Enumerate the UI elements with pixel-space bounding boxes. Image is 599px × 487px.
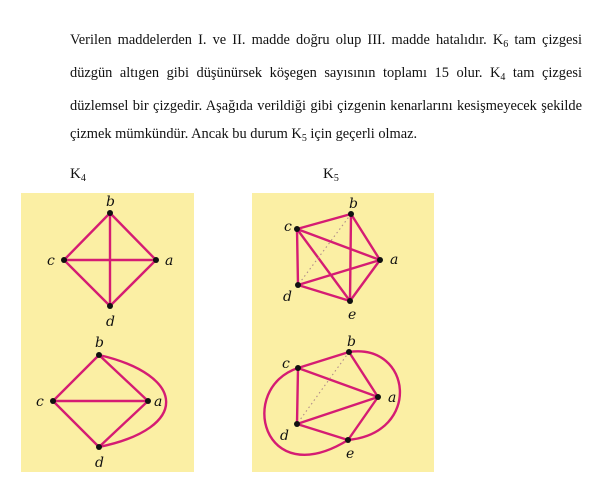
edge-d-a — [297, 397, 378, 424]
label-d: d — [283, 289, 292, 305]
edge-b-d-dotted — [298, 214, 351, 285]
k4-heading-letter: K — [70, 166, 81, 182]
k4-graph-panel — [21, 193, 194, 472]
label-a: a — [390, 252, 399, 268]
vertex-a — [375, 394, 381, 400]
k5-planar-attempt-drawing — [264, 334, 400, 462]
k4-subscript: 4 — [500, 72, 506, 83]
vertex-b — [96, 352, 102, 358]
k4-graph-figure — [21, 193, 194, 472]
k6-subscript: 6 — [503, 39, 509, 50]
edge-c-d — [53, 401, 99, 447]
k4-heading — [70, 166, 86, 184]
label-a: a — [388, 390, 397, 406]
edge-c-b — [298, 352, 349, 368]
paragraph-text-2: tam çizgesi düzgün altıgen gibi düşünürsek köşegen sayısının toplamı 15 olur. K — [70, 32, 583, 81]
vertex-e — [345, 437, 351, 443]
edge-b-a — [110, 213, 156, 260]
k5-heading-subscript: 5 — [333, 173, 339, 184]
vertex-d — [294, 421, 300, 427]
edge-b-e — [350, 214, 351, 301]
label-b: b — [95, 335, 104, 351]
edge-a-e — [350, 260, 380, 301]
paragraph-text-3: tam çizgesi düzlemsel bir çizgedir. Aşağıda verildiği gibi çizgenin kenarlarını kesişmeyecek şekilde çizmek mümkündür. Ancak bu durum K — [70, 65, 582, 142]
edge-b-c — [53, 355, 99, 401]
edge-b-a — [349, 352, 378, 397]
label-c: c — [47, 253, 55, 269]
vertex-c — [61, 257, 67, 263]
vertex-c — [294, 226, 300, 232]
edge-d-c — [297, 368, 298, 424]
label-d: d — [106, 314, 115, 330]
edge-c-d — [64, 260, 110, 306]
label-c: c — [36, 394, 44, 410]
vertex-d — [295, 282, 301, 288]
k5-heading-letter: K — [323, 166, 334, 182]
label-a: a — [154, 394, 163, 410]
label-c: c — [284, 219, 292, 235]
vertex-b — [107, 210, 113, 216]
label-e: e — [348, 307, 357, 323]
vertex-a — [153, 257, 159, 263]
label-d: d — [95, 455, 104, 471]
explanation-paragraph — [70, 26, 582, 153]
vertex-d — [96, 444, 102, 450]
label-b: b — [347, 334, 356, 350]
vertex-a — [377, 257, 383, 263]
k5-standard-drawing — [283, 196, 398, 323]
k4-planar-drawing — [36, 335, 166, 471]
edge-b-d-dotted — [297, 352, 349, 424]
k4-heading-subscript: 4 — [80, 173, 86, 184]
edge-c-a — [298, 368, 378, 397]
edge-b-c — [64, 213, 110, 260]
vertex-d — [107, 303, 113, 309]
paragraph-text-4: için geçerli olmaz. — [306, 126, 418, 142]
label-e: e — [346, 446, 355, 462]
k4-standard-drawing — [47, 194, 173, 330]
vertex-a — [145, 398, 151, 404]
label-b: b — [349, 196, 358, 212]
k5-subscript: 5 — [301, 133, 307, 144]
k5-graph-panel — [252, 193, 434, 472]
vertex-e — [347, 298, 353, 304]
edge-b-a — [351, 214, 380, 260]
edge-e-d — [297, 424, 348, 440]
label-a: a — [165, 253, 174, 269]
edge-d-a — [298, 260, 380, 285]
edge-a-d — [110, 260, 156, 306]
label-c: c — [282, 356, 290, 372]
vertex-c — [295, 365, 301, 371]
edge-e-d — [298, 285, 350, 301]
vertex-c — [50, 398, 56, 404]
edge-d-c — [297, 229, 298, 285]
label-b: b — [106, 194, 115, 210]
k5-heading — [323, 166, 339, 184]
k5-graph-figure — [252, 193, 434, 472]
paragraph-text-1: Verilen maddelerden I. ve II. madde doğru olup III. madde hatalıdır. K — [70, 32, 504, 48]
label-d: d — [280, 428, 289, 444]
edge-c-b — [297, 214, 351, 229]
